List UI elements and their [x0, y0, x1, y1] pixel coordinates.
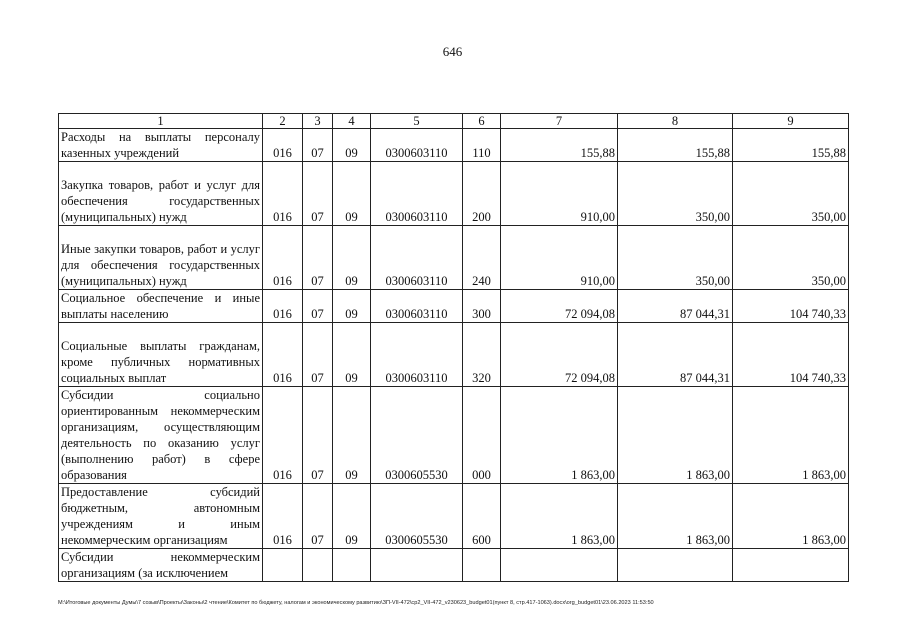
row-name-cell: Иные закупки товаров, работ и услуг для обеспечения государственных (муниципальных) нужд [59, 226, 263, 290]
column-header: 1 [59, 114, 263, 129]
amount-cell [618, 549, 733, 582]
expense-type-cell: 600 [463, 484, 501, 549]
column-header: 8 [618, 114, 733, 129]
code-cell: 016 [263, 484, 303, 549]
amount-cell: 350,00 [733, 162, 849, 226]
table-row [59, 549, 849, 582]
column-header: 3 [303, 114, 333, 129]
target-article-cell: 0300605530 [371, 387, 463, 484]
row-name-cell: Предоставление субсидий бюджетным, автономным учреждениям и иным некоммерческим организациям [59, 484, 263, 549]
subsection-cell [333, 549, 371, 582]
table-row [59, 484, 849, 549]
section-cell: 07 [303, 387, 333, 484]
target-article-cell: 0300605530 [371, 484, 463, 549]
section-cell: 07 [303, 162, 333, 226]
expense-type-cell [463, 549, 501, 582]
subsection-cell: 09 [333, 162, 371, 226]
code-cell: 016 [263, 162, 303, 226]
amount-cell: 155,88 [501, 129, 618, 162]
amount-cell: 104 740,33 [733, 290, 849, 323]
target-article-cell: 0300603110 [371, 129, 463, 162]
row-name-cell: Субсидии социально ориентированным некоммерческим организациям, осуществляющим деятельность по оказанию услуг (выполнению работ) в сфере образования [59, 387, 263, 484]
subsection-cell: 09 [333, 484, 371, 549]
expense-type-cell: 320 [463, 323, 501, 387]
target-article-cell: 0300603110 [371, 162, 463, 226]
amount-cell: 1 863,00 [501, 484, 618, 549]
target-article-cell: 0300603110 [371, 290, 463, 323]
code-cell: 016 [263, 226, 303, 290]
target-article-cell: 0300603110 [371, 226, 463, 290]
amount-cell: 87 044,31 [618, 323, 733, 387]
page-number: 646 [442, 44, 463, 59]
amount-cell: 1 863,00 [618, 387, 733, 484]
code-cell: 016 [263, 290, 303, 323]
target-article-cell [371, 549, 463, 582]
code-cell: 016 [263, 323, 303, 387]
row-name-cell: Субсидии некоммерческим организациям (за исключением [59, 549, 263, 582]
amount-cell: 1 863,00 [618, 484, 733, 549]
section-cell: 07 [303, 226, 333, 290]
section-cell: 07 [303, 484, 333, 549]
amount-cell: 910,00 [501, 162, 618, 226]
amount-cell: 350,00 [733, 226, 849, 290]
row-name-cell: Закупка товаров, работ и услуг для обеспечения государственных (муниципальных) нужд [59, 162, 263, 226]
subsection-cell: 09 [333, 226, 371, 290]
table-header-row [59, 114, 849, 129]
expense-type-cell: 000 [463, 387, 501, 484]
amount-cell: 910,00 [501, 226, 618, 290]
table-row [59, 290, 849, 323]
document-path-footer: M:\Итоговые документы Думы\7 созыв\Проекты\Законы\2 чтение\Комитет по бюджету, налогам и экономическому развитию\ЗП-VII-472\ср2_VII-472_v230623_budget01(пункт 8, стр.417-1063).docx\org_budget01\23.06.2023 11:53:50 [58, 600, 654, 606]
amount-cell: 155,88 [618, 129, 733, 162]
column-header: 2 [263, 114, 303, 129]
row-name-cell: Расходы на выплаты персоналу казенных учреждений [59, 129, 263, 162]
expense-type-cell: 200 [463, 162, 501, 226]
subsection-cell: 09 [333, 129, 371, 162]
amount-cell [733, 549, 849, 582]
expense-type-cell: 110 [463, 129, 501, 162]
amount-cell [501, 549, 618, 582]
column-header: 9 [733, 114, 849, 129]
section-cell: 07 [303, 323, 333, 387]
amount-cell: 1 863,00 [733, 387, 849, 484]
subsection-cell: 09 [333, 323, 371, 387]
section-cell: 07 [303, 290, 333, 323]
code-cell [263, 549, 303, 582]
amount-cell: 155,88 [733, 129, 849, 162]
code-cell: 016 [263, 129, 303, 162]
target-article-cell: 0300603110 [371, 323, 463, 387]
amount-cell: 1 863,00 [501, 387, 618, 484]
section-cell [303, 549, 333, 582]
table-row [59, 129, 849, 162]
table-row [59, 162, 849, 226]
amount-cell: 1 863,00 [733, 484, 849, 549]
row-name-cell: Социальное обеспечение и иные выплаты населению [59, 290, 263, 323]
table-row [59, 387, 849, 484]
column-header: 7 [501, 114, 618, 129]
amount-cell: 104 740,33 [733, 323, 849, 387]
expense-type-cell: 240 [463, 226, 501, 290]
budget-table [58, 113, 849, 582]
subsection-cell: 09 [333, 290, 371, 323]
column-header: 4 [333, 114, 371, 129]
subsection-cell: 09 [333, 387, 371, 484]
code-cell: 016 [263, 387, 303, 484]
column-header: 6 [463, 114, 501, 129]
table-row [59, 226, 849, 290]
section-cell: 07 [303, 129, 333, 162]
amount-cell: 72 094,08 [501, 323, 618, 387]
amount-cell: 72 094,08 [501, 290, 618, 323]
amount-cell: 350,00 [618, 162, 733, 226]
amount-cell: 350,00 [618, 226, 733, 290]
column-header: 5 [371, 114, 463, 129]
table-row [59, 323, 849, 387]
expense-type-cell: 300 [463, 290, 501, 323]
amount-cell: 87 044,31 [618, 290, 733, 323]
row-name-cell: Социальные выплаты гражданам, кроме публичных нормативных социальных выплат [59, 323, 263, 387]
